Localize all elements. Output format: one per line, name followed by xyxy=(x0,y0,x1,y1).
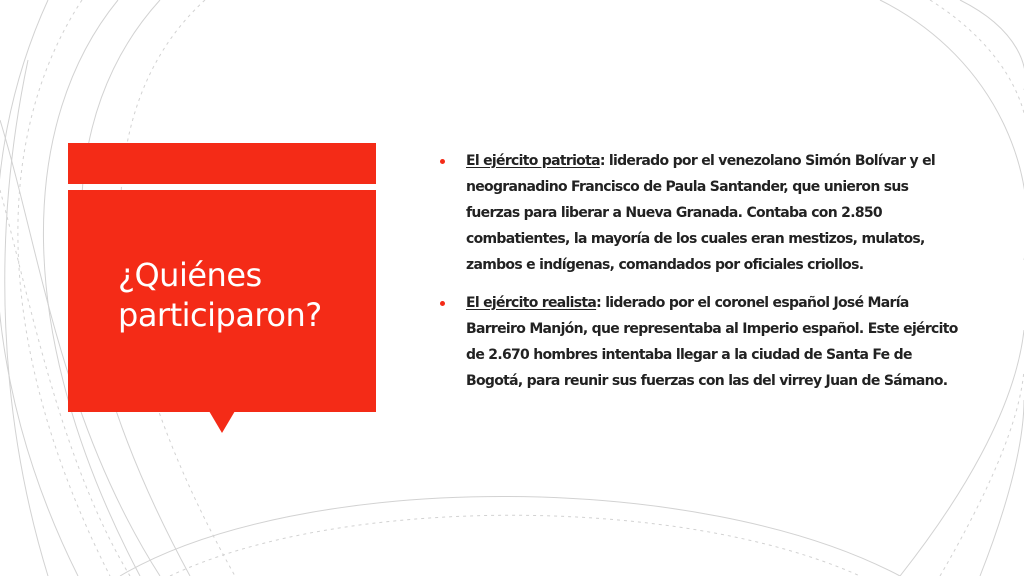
list-item xyxy=(440,148,960,278)
list-item-term: El ejército realista xyxy=(466,295,597,311)
bullet-dot-icon xyxy=(440,159,445,164)
content-area xyxy=(440,148,960,406)
list-item xyxy=(440,290,960,394)
bullet-list xyxy=(440,148,960,394)
slide-title: ¿Quiénes participaron? xyxy=(118,256,322,334)
bullet-dot-icon xyxy=(440,301,445,306)
list-item-text: : liderado por el coronel español José María Barreiro Manjón, que representaba al Imperio español. Este ejército de 2.670 hombres intentaba llegar a la ciudad de Santa Fe de Bogotá, para reunir sus fuerzas con las del virrey Juan de Sámano. xyxy=(466,295,958,389)
title-box-pointer xyxy=(209,411,235,433)
accent-bar xyxy=(68,143,376,184)
list-item-term: El ejército patriota xyxy=(466,153,600,169)
list-item-text: : liderado por el venezolano Simón Bolívar y el neogranadino Francisco de Paula Santander, que unieron sus fuerzas para liberar a Nueva Granada. Contaba con 2.850 combatientes, la mayoría de los cuales eran mestizos, mulatos, zambos e indígenas, comandados por oficiales criollos. xyxy=(466,153,935,273)
